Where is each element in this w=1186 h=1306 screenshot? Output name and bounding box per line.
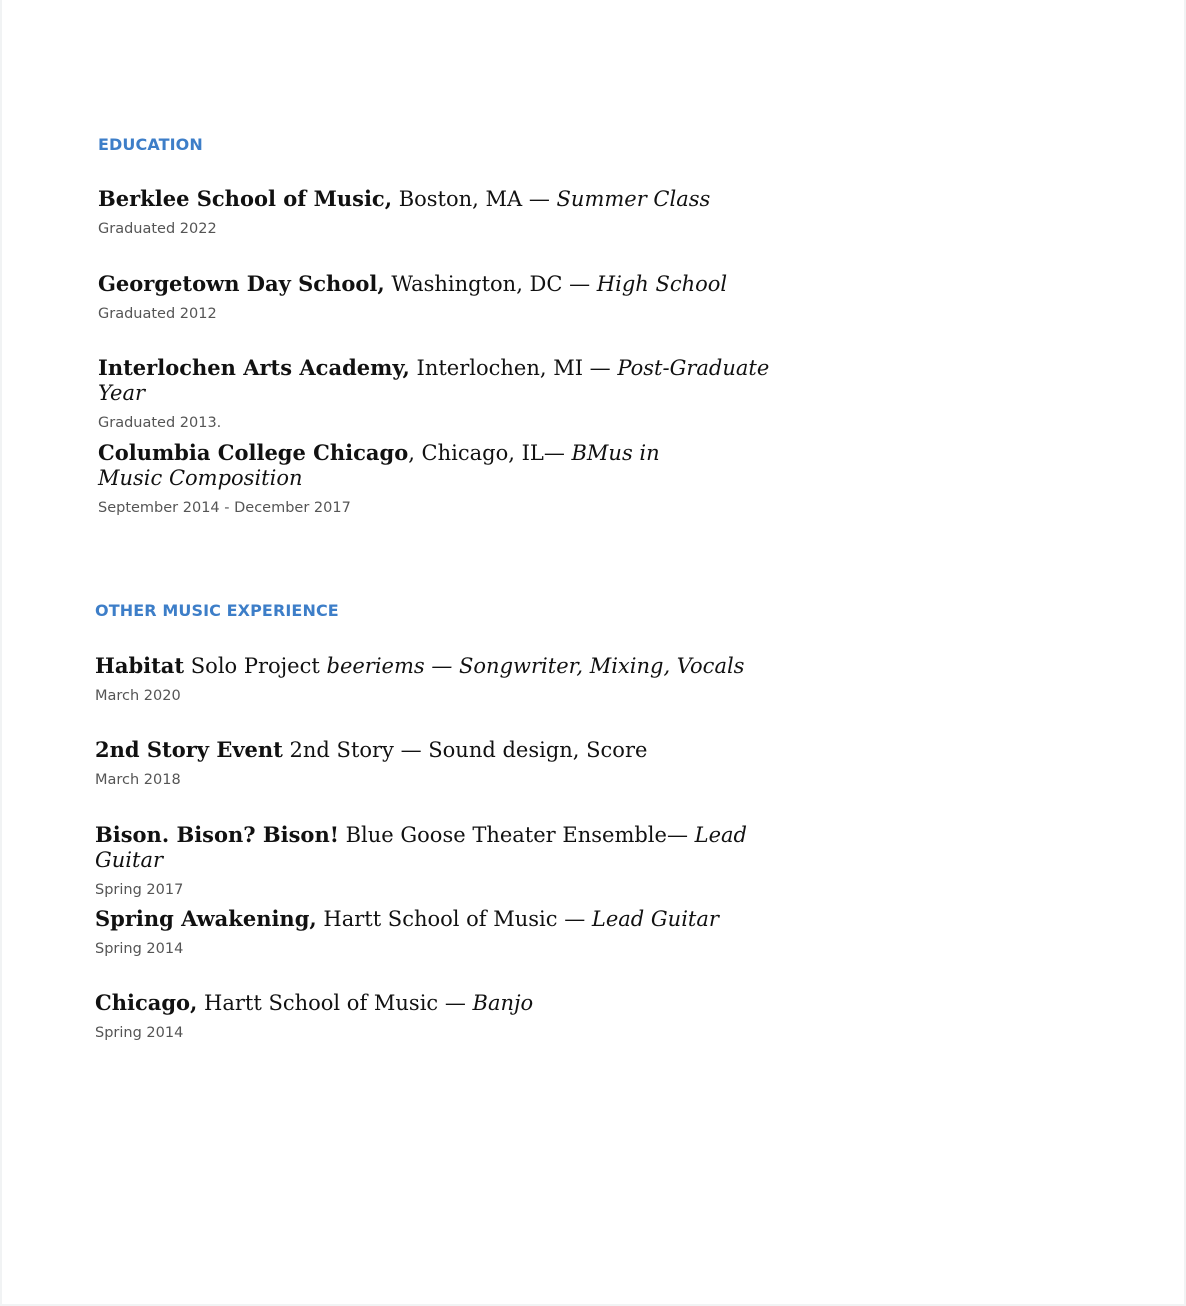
entry-title [98,271,818,297]
work-venue: Blue Goose Theater Ensemble— [338,823,695,847]
institution-location: Washington, DC — [384,272,597,296]
institution-location: Interlochen, MI — [409,356,618,380]
education-heading: EDUCATION [98,135,203,154]
work-role: Lead Guitar [95,823,747,872]
work-role: Lead Guitar [591,907,719,931]
institution-location: , Chicago, IL— [408,441,572,465]
entry-date: Spring 2014 [95,941,184,957]
program-name: BMus in Music Composition [98,441,660,490]
entry-title [95,822,815,873]
work-venue: Solo Project [184,654,327,678]
institution-location: Boston, MA — [392,187,557,211]
music-entry [95,737,815,789]
entry-date: March 2020 [95,688,181,704]
music-entry [95,906,815,958]
program-name: Summer Class [556,187,711,211]
entry-title [98,355,818,406]
entry-title [95,737,815,763]
work-title: Bison. Bison? Bison! [95,822,339,847]
separator: — [424,654,460,678]
program-name: Post-Graduate Year [98,356,770,405]
entry-title [95,653,815,679]
entry-title [98,440,718,491]
work-title: Habitat [95,653,185,678]
music-entry [95,990,815,1042]
entry-date: Graduated 2013. [98,415,222,431]
entry-date: Graduated 2022 [98,221,217,237]
music-experience-heading: OTHER MUSIC EXPERIENCE [95,601,339,620]
resume-page [2,0,1184,1304]
institution-name: Berklee School of Music, [98,186,393,211]
work-venue: Hartt School of Music — [197,991,473,1015]
work-venue: 2nd Story — Sound design, Score [282,738,648,762]
entry-date: Spring 2014 [95,1025,184,1041]
entry-title [95,990,815,1016]
work-title: Spring Awakening, [95,906,317,931]
entry-date: Spring 2017 [95,882,184,898]
work-role: Banjo [472,991,534,1015]
education-entry [98,271,818,323]
education-entry [98,186,818,238]
program-name: High School [596,272,728,296]
entry-date: March 2018 [95,772,181,788]
entry-title [98,186,818,212]
entry-title [95,906,815,932]
work-role: Songwriter, Mixing, Vocals [459,654,745,678]
work-title: Chicago, [95,990,198,1015]
institution-name: Interlochen Arts Academy, [98,355,410,380]
education-entry [98,355,818,432]
music-entry [95,653,815,705]
education-entry [98,440,718,517]
entry-date: September 2014 - December 2017 [98,500,351,516]
entry-date: Graduated 2012 [98,306,217,322]
music-entry [95,822,815,899]
institution-name: Columbia College Chicago [98,440,409,465]
work-title: 2nd Story Event [95,737,283,762]
institution-name: Georgetown Day School, [98,271,385,296]
project-name: beeriems [326,654,425,678]
work-venue: Hartt School of Music — [316,907,592,931]
